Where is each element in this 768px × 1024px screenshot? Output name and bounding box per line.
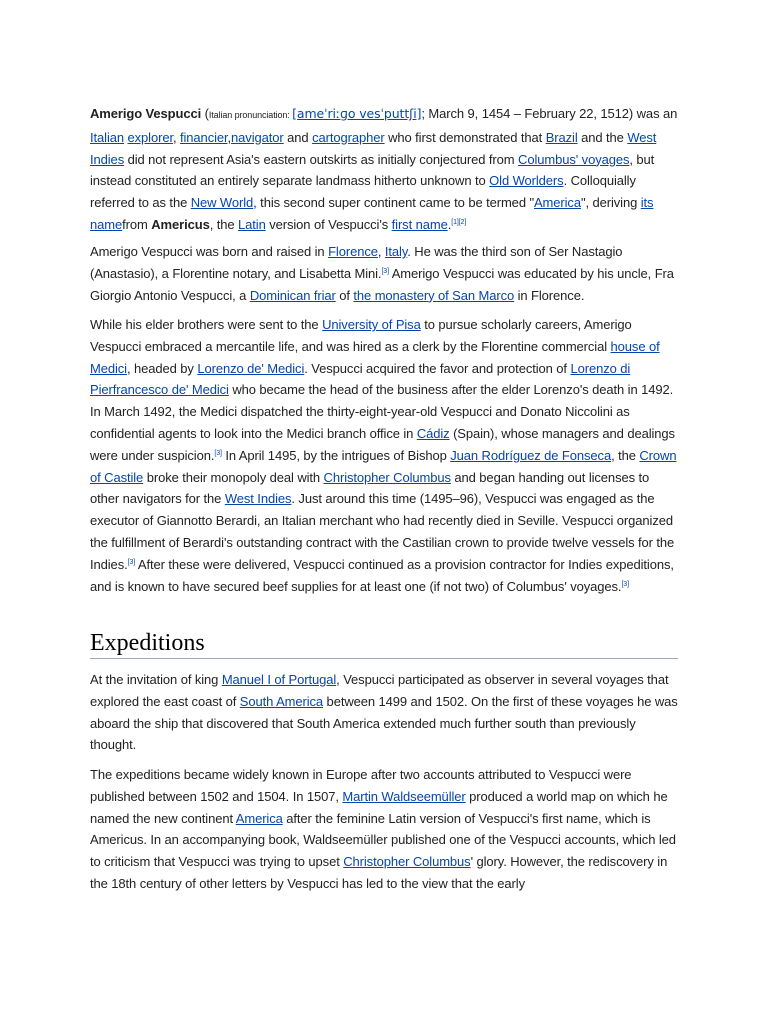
- article-link[interactable]: Christopher Columbus: [323, 469, 451, 485]
- article-link[interactable]: America: [533, 195, 581, 211]
- text-run: ,: [377, 244, 385, 259]
- article-link[interactable]: Italian: [90, 129, 124, 145]
- early-life-paragraph: [90, 241, 680, 306]
- text-run: In April 1495, by the intrigues of Bishop: [221, 447, 451, 463]
- text-run: Amerigo Vespucci was educated by his uncle, Fra Giorgio Antonio Vespucci, a: [90, 265, 674, 303]
- article-link[interactable]: Brazil: [545, 129, 578, 145]
- text-run: , the: [209, 216, 239, 232]
- text-run: broke their monopoly deal with: [143, 469, 324, 485]
- article-link[interactable]: the monastery of San Marco: [353, 287, 515, 303]
- expeditions-paragraph-2: [90, 764, 680, 895]
- article-link[interactable]: Florence: [328, 244, 378, 259]
- article-link[interactable]: Christopher Columbus: [343, 854, 471, 870]
- article-link[interactable]: house of Medici: [90, 338, 660, 376]
- text-run: (: [201, 106, 209, 121]
- article-link[interactable]: New World: [190, 195, 254, 211]
- pronunciation-label: Italian pronunciation:: [208, 110, 293, 120]
- text-run: and the: [577, 129, 628, 145]
- article-link[interactable]: Martin Waldseemüller: [342, 788, 466, 804]
- text-run: who became the head of the business after the elder Lorenzo's death in 1492. In March 1492, the Medici dispatched the thirty-eight-year-old Vespucci and Donato Niccolini as confidential agents to look into the Medici branch office in: [90, 382, 674, 441]
- text-run: (Spain), whose managers and dealings were under suspicion.: [90, 425, 675, 463]
- article-link[interactable]: South America: [239, 693, 324, 709]
- article-link[interactable]: University of Pisa: [322, 317, 421, 332]
- text-run: produced a world map on which he named the new continent: [90, 788, 668, 826]
- bold-term: Amerigo Vespucci: [90, 106, 202, 121]
- text-run: in Florence.: [514, 287, 585, 303]
- intro-paragraph: [90, 103, 680, 236]
- text-run: after the feminine Latin version of Vespucci's first name, which is Americus. In an accompanying book, Waldseemüller published one of the Vespucci accounts, which led to criticism that Vespucci was trying to upset: [90, 810, 676, 870]
- text-run: ; March 9, 1454 – February 22, 1512) was an: [421, 106, 678, 121]
- text-run: The expeditions became widely known in Europe after two accounts attributed to Vespucci were published between 1502 and 1504. In 1507,: [90, 767, 632, 804]
- text-run: After these were delivered, Vespucci continued as a provision contractor for Indies expeditions, and is known to have secured beef supplies for at least one (if not two) of Columbus' voyages.: [90, 556, 674, 594]
- text-run: , but instead constituted an entirely separate landmass hitherto unknown to: [90, 151, 655, 189]
- text-run: , this second super continent came to be termed ": [253, 195, 534, 211]
- text-run: ,: [227, 129, 232, 145]
- article-link[interactable]: Juan Rodríguez de Fonseca: [450, 447, 612, 463]
- article-link[interactable]: Latin: [238, 216, 266, 232]
- text-run: , the: [611, 447, 640, 463]
- text-run: . Vespucci acquired the favor and protection of: [304, 360, 571, 376]
- article-link[interactable]: its name: [90, 195, 654, 232]
- article-link[interactable]: Lorenzo di Pierfrancesco de' Medici: [90, 360, 631, 398]
- career-paragraph: [90, 314, 680, 597]
- text-run: to pursue scholarly careers, Amerigo Vespucci embraced a mercantile life, and was hired as a clerk by the Florentine commercial: [90, 317, 632, 354]
- article-link[interactable]: cartographer: [312, 129, 385, 145]
- text-run: At the invitation of king: [90, 672, 222, 687]
- article-link[interactable]: Manuel I of Portugal: [221, 672, 337, 687]
- text-run: While his elder brothers were sent to the: [90, 317, 323, 332]
- text-run: Amerigo Vespucci was born and raised in: [90, 244, 329, 259]
- article-link[interactable]: first name: [391, 216, 448, 232]
- text-run: did not represent Asia's eastern outskirts as initially conjectured from: [124, 151, 519, 167]
- text-run: between 1499 and 1502. On the first of these voyages he was aboard the ship that discovered that South America extended much further south than previously thought.: [90, 693, 678, 753]
- text-run: ", deriving: [580, 195, 641, 211]
- text-run: from: [122, 216, 152, 232]
- bold-term: Americus: [151, 216, 210, 232]
- article-link[interactable]: America: [235, 810, 283, 826]
- article-link[interactable]: financier: [180, 129, 228, 145]
- text-run: who first demonstrated that: [384, 129, 546, 145]
- article-link[interactable]: Columbus' voyages: [518, 151, 630, 167]
- text-run: ,: [172, 129, 180, 145]
- citation-link[interactable]: [3]: [214, 449, 222, 457]
- text-run: ' glory. However, the rediscovery in the 18th century of other letters by Vespucci has led to the view that the early: [90, 854, 668, 891]
- text-run: .: [447, 216, 452, 232]
- citation-link[interactable]: [3]: [621, 580, 629, 588]
- article-link[interactable]: Cádiz: [416, 425, 450, 441]
- text-run: and began handing out licenses to other navigators for the: [90, 469, 650, 507]
- text-run: . He was the third son of Ser Nastagio (Anastasio), a Florentine notary, and Lisabetta Mini.: [90, 244, 623, 281]
- article-link[interactable]: explorer: [127, 129, 173, 145]
- text-run: , headed by: [126, 360, 198, 376]
- expeditions-paragraph-1: [90, 669, 680, 756]
- citation-link[interactable]: [3]: [381, 267, 389, 275]
- article-link[interactable]: Italy: [384, 244, 408, 259]
- text-run: . Just around this time (1495–96), Vespucci was engaged as the executor of Giannotto Berardi, an Italian merchant who had recently died in Seville. Vespucci organized the fulfillment of Berardi's outstanding contract with the Castilian crown to provide twelve vessels for the Indies.: [90, 491, 675, 572]
- article-link[interactable]: Dominican friar: [249, 287, 336, 303]
- citation-link[interactable]: [3]: [127, 558, 136, 566]
- text-run: version of Vespucci's: [265, 216, 392, 232]
- article-link[interactable]: West Indies: [224, 491, 292, 507]
- ipa-pronunciation-link[interactable]: [ameˈriːɡo vesˈputtʃi]: [292, 106, 422, 121]
- text-run: . Colloquially referred to as the: [90, 173, 636, 211]
- article-link[interactable]: Old Worlders: [489, 173, 564, 189]
- section-heading-expeditions: Expeditions: [90, 628, 678, 659]
- text-run: , Vespucci participated as observer in several voyages that explored the east coast of: [90, 672, 669, 709]
- article-link[interactable]: navigator: [231, 129, 284, 145]
- text-run: and: [283, 129, 313, 145]
- article-link[interactable]: West Indies: [90, 129, 657, 167]
- article-link[interactable]: Lorenzo de' Medici: [197, 360, 305, 376]
- article-link[interactable]: Crown of Castile: [90, 447, 677, 485]
- citation-link[interactable]: [1][2]: [451, 218, 467, 226]
- text-run: of: [335, 287, 354, 303]
